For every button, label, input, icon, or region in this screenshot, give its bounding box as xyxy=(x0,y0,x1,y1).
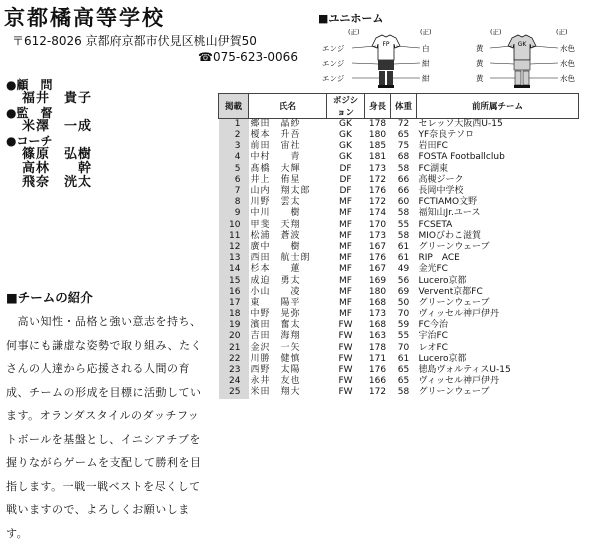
staff-role: ●監 督 xyxy=(6,106,53,120)
player-name: 榎本 升吾 xyxy=(250,130,301,141)
staff-name: 飛奈 洸太 xyxy=(22,175,93,190)
player-num: 17 xyxy=(219,298,249,309)
player-weight: 58 xyxy=(397,387,410,398)
player-num: 13 xyxy=(219,253,249,264)
player-height: 176 xyxy=(368,186,387,197)
player-height: 173 xyxy=(368,230,387,241)
player-num: 8 xyxy=(219,197,249,208)
table-row xyxy=(219,208,579,219)
uniform-diagram xyxy=(320,26,600,92)
player-weight: 70 xyxy=(397,309,410,320)
player-pos: MF xyxy=(339,219,352,230)
player-num: 14 xyxy=(219,264,249,275)
player-name: 中野 晃弥 xyxy=(250,309,301,320)
player-weight: 58 xyxy=(397,230,410,241)
player-team: MIOびわこ滋賀 xyxy=(418,230,482,241)
gk-color-label: 水色 xyxy=(560,74,575,83)
table-row xyxy=(219,164,579,175)
player-weight: 65 xyxy=(397,365,410,376)
player-pos: DF xyxy=(339,186,352,197)
player-pos: GK xyxy=(339,130,352,141)
player-weight: 55 xyxy=(397,219,410,230)
player-name: 中村 青 xyxy=(250,152,301,163)
table-row xyxy=(219,231,579,242)
player-pos: FW xyxy=(338,387,353,398)
player-num: 21 xyxy=(219,343,249,354)
player-name: 永井 友也 xyxy=(250,376,301,387)
player-name: 西野 太陽 xyxy=(250,365,301,376)
fp-color-label: エンジ xyxy=(322,44,345,53)
table-row xyxy=(219,287,579,298)
gk-tag: (正) xyxy=(490,28,502,36)
player-weight: 65 xyxy=(397,376,410,387)
intro-heading: ■チームの紹介 xyxy=(6,290,93,305)
player-pos: FW xyxy=(338,331,353,342)
player-pos: MF xyxy=(339,197,352,208)
player-name: 山内 翔太郎 xyxy=(250,186,311,197)
table-row xyxy=(219,186,579,197)
player-weight: 75 xyxy=(397,141,410,152)
fp-tag: (正) xyxy=(348,28,360,36)
staff-name: 米澤 一成 xyxy=(22,119,93,134)
player-name: 小山 凌 xyxy=(250,286,301,297)
school-name: 京都橘高等学校 xyxy=(4,6,165,30)
header-pos: ポジション xyxy=(327,94,365,119)
player-name: 米田 翔大 xyxy=(250,387,301,398)
player-pos: MF xyxy=(339,230,352,241)
header-name: 氏名 xyxy=(249,94,327,119)
player-weight: 61 xyxy=(397,241,410,252)
player-height: 167 xyxy=(368,241,387,252)
staff-list xyxy=(6,78,92,190)
header-weight: 体重 xyxy=(391,94,417,119)
fp-label: FP xyxy=(382,41,390,48)
fp-tag: (正) xyxy=(420,28,432,36)
player-num: 20 xyxy=(219,331,249,342)
player-height: 169 xyxy=(368,275,387,286)
player-name: 杉本 蓮 xyxy=(250,264,301,275)
player-pos: GK xyxy=(339,141,352,152)
player-pos: FW xyxy=(338,320,353,331)
player-name: 郷田 晶紗 xyxy=(250,119,301,129)
player-pos: DF xyxy=(339,163,352,174)
table-row xyxy=(219,331,579,342)
player-team: FCSETA xyxy=(418,219,453,230)
player-team: FC今治 xyxy=(418,320,448,331)
school-address: 〒612-8026 京都府京都市伏見区桃山伊賀50 xyxy=(12,34,257,48)
player-height: 170 xyxy=(368,219,387,230)
player-team: 宇治FC xyxy=(418,331,448,342)
player-height: 176 xyxy=(368,365,387,376)
player-pos: MF xyxy=(339,241,352,252)
player-num: 19 xyxy=(219,320,249,331)
table-row xyxy=(219,152,579,163)
player-height: 180 xyxy=(368,286,387,297)
gk-color-label: 黄 xyxy=(476,74,484,83)
player-team: Vervent京都FC xyxy=(418,286,483,297)
player-pos: MF xyxy=(339,286,352,297)
player-team: Lucero京都 xyxy=(418,353,467,364)
table-row xyxy=(219,141,579,152)
player-team: グリーンウェーブ xyxy=(418,297,490,308)
player-pos: MF xyxy=(339,297,352,308)
player-name: 前田 宙社 xyxy=(250,141,301,152)
roster-body xyxy=(219,119,579,399)
player-num: 22 xyxy=(219,354,249,365)
player-num: 11 xyxy=(219,231,249,242)
player-num: 15 xyxy=(219,275,249,286)
player-team: 徳島ヴォルティスU-15 xyxy=(418,365,511,376)
player-team: FOSTA Footballclub xyxy=(418,152,505,163)
player-weight: 61 xyxy=(397,253,410,264)
player-weight: 66 xyxy=(397,174,410,185)
player-num: 18 xyxy=(219,309,249,320)
gk-tag: (正) xyxy=(556,28,568,36)
player-pos: GK xyxy=(339,152,352,163)
player-height: 173 xyxy=(368,309,387,320)
player-team: セレッソ大阪西U-15 xyxy=(418,119,503,129)
player-name: 廣中 樹 xyxy=(250,241,301,252)
player-pos: GK xyxy=(339,119,352,129)
player-num: 1 xyxy=(219,119,249,131)
player-team: Lucero京都 xyxy=(418,275,467,286)
player-height: 171 xyxy=(368,353,387,364)
player-num: 23 xyxy=(219,365,249,376)
player-name: 髙橋 大輝 xyxy=(250,163,301,174)
staff-role: ●顧 問 xyxy=(6,78,53,92)
player-num: 9 xyxy=(219,208,249,219)
player-height: 167 xyxy=(368,264,387,275)
player-name: 成迫 勇太 xyxy=(250,275,301,286)
fp-color-label: エンジ xyxy=(322,74,345,83)
player-weight: 60 xyxy=(397,197,410,208)
fp-color-label: 白 xyxy=(422,44,430,53)
player-num: 2 xyxy=(219,130,249,141)
table-row xyxy=(219,264,579,275)
player-pos: MF xyxy=(339,309,352,320)
player-weight: 61 xyxy=(397,353,410,364)
table-row xyxy=(219,119,579,131)
player-team: ヴィッセル神戸伊丹 xyxy=(418,376,499,387)
player-team: グリーンウェーブ xyxy=(418,241,490,252)
player-team: 金光FC xyxy=(418,264,448,275)
player-name: 甲斐 天翔 xyxy=(250,219,301,230)
player-weight: 69 xyxy=(397,286,410,297)
table-row xyxy=(219,220,579,231)
fp-shirt-icon xyxy=(372,35,400,88)
player-team: YF奈良テソロ xyxy=(418,130,475,141)
table-row xyxy=(219,365,579,376)
player-height: 178 xyxy=(368,342,387,353)
player-weight: 58 xyxy=(397,208,410,219)
player-num: 6 xyxy=(219,175,249,186)
player-pos: FW xyxy=(338,353,353,364)
player-height: 172 xyxy=(368,174,387,185)
player-num: 10 xyxy=(219,220,249,231)
gk-color-label: 黄 xyxy=(476,59,484,68)
player-team: グリーンウェーブ xyxy=(418,387,490,398)
gk-color-label: 水色 xyxy=(560,44,575,53)
player-weight: 56 xyxy=(397,275,410,286)
gk-label: GK xyxy=(517,41,527,48)
staff-name: 高林 幹 xyxy=(22,161,93,176)
player-team: 高槻ジーク xyxy=(418,174,464,185)
player-num: 25 xyxy=(219,387,249,398)
player-name: 濱田 奮太 xyxy=(250,320,301,331)
player-name: 井上 侑星 xyxy=(250,174,301,185)
player-weight: 68 xyxy=(397,152,410,163)
player-height: 172 xyxy=(368,387,387,398)
table-row xyxy=(219,197,579,208)
gk-shirt-icon xyxy=(508,35,536,88)
player-weight: 65 xyxy=(397,130,410,141)
player-team: ヴィッセル神戸伊丹 xyxy=(418,309,499,320)
player-height: 173 xyxy=(368,163,387,174)
player-num: 3 xyxy=(219,141,249,152)
player-team: 福知山Jr.ユース xyxy=(418,208,481,219)
player-pos: MF xyxy=(339,264,352,275)
table-row xyxy=(219,275,579,286)
player-name: 中川 樹 xyxy=(250,208,301,219)
player-weight: 72 xyxy=(397,119,410,129)
player-num: 5 xyxy=(219,164,249,175)
player-team: 長岡中学校 xyxy=(418,186,464,197)
player-weight: 58 xyxy=(397,163,410,174)
table-row xyxy=(219,130,579,141)
player-name: 西田 航士朗 xyxy=(250,253,311,264)
player-num: 16 xyxy=(219,287,249,298)
uniform-heading: ■ユニホーム xyxy=(318,12,384,25)
player-height: 168 xyxy=(368,297,387,308)
player-weight: 59 xyxy=(397,320,410,331)
player-team: レオFC xyxy=(418,342,448,353)
table-row xyxy=(219,175,579,186)
player-num: 24 xyxy=(219,376,249,387)
player-num: 4 xyxy=(219,152,249,163)
table-row xyxy=(219,242,579,253)
player-team: 岩田FC xyxy=(418,141,448,152)
player-name: 金沢 一矢 xyxy=(250,342,301,353)
player-height: 163 xyxy=(368,331,387,342)
player-name: 川野 雲太 xyxy=(250,197,301,208)
intro-text: 高い知性・品格と強い意志を持ち、何事にも謙虚な姿勢で取り組み、たくさんの人達から応援される人間の育成、チームの形成を目標に活動しています。オランダスタイルのダッチフットボールを基盤とし、イニシアチブを握りながらゲームを支配して勝利を目指します。一戦一戦ベストを尽くして戦いますので、よろしくお願いします。 xyxy=(6,315,203,540)
player-height: 181 xyxy=(368,152,387,163)
table-row xyxy=(219,354,579,365)
player-height: 178 xyxy=(368,119,387,129)
player-height: 180 xyxy=(368,130,387,141)
player-team: FC湖東 xyxy=(418,163,448,174)
player-pos: FW xyxy=(338,376,353,387)
fp-color-label: エンジ xyxy=(322,59,345,68)
header-team: 前所属チーム xyxy=(417,94,579,119)
player-weight: 50 xyxy=(397,297,410,308)
table-row xyxy=(219,320,579,331)
player-height: 168 xyxy=(368,320,387,331)
player-num: 7 xyxy=(219,186,249,197)
player-team: FCTIAMO文野 xyxy=(418,197,478,208)
gk-color-label: 黄 xyxy=(476,44,484,53)
player-height: 185 xyxy=(368,141,387,152)
player-team: RIP ACE xyxy=(418,253,460,264)
header-height: 身長 xyxy=(365,94,391,119)
player-name: 東 陽平 xyxy=(250,297,301,308)
player-pos: FW xyxy=(338,365,353,376)
player-pos: MF xyxy=(339,208,352,219)
roster-header-row xyxy=(219,94,579,119)
staff-name: 福井 貴子 xyxy=(22,91,93,106)
player-height: 176 xyxy=(368,253,387,264)
player-name: 松浦 蒼波 xyxy=(250,230,301,241)
player-pos: DF xyxy=(339,174,352,185)
school-phone: ☎075-623-0066 xyxy=(198,50,298,64)
table-row xyxy=(219,298,579,309)
staff-name: 篠原 弘樹 xyxy=(22,147,93,162)
table-row xyxy=(219,343,579,354)
player-height: 174 xyxy=(368,208,387,219)
table-row xyxy=(219,376,579,387)
table-row xyxy=(219,387,579,398)
player-pos: FW xyxy=(338,342,353,353)
gk-color-label: 水色 xyxy=(560,59,575,68)
header-num: 掲載 xyxy=(219,94,249,119)
player-name: 川勝 健慎 xyxy=(250,353,301,364)
player-weight: 55 xyxy=(397,331,410,342)
player-height: 166 xyxy=(368,376,387,387)
player-weight: 70 xyxy=(397,342,410,353)
table-row xyxy=(219,309,579,320)
player-weight: 66 xyxy=(397,186,410,197)
player-name: 吉田 海翔 xyxy=(250,331,301,342)
player-weight: 49 xyxy=(397,264,410,275)
roster-table xyxy=(218,93,579,399)
player-num: 12 xyxy=(219,242,249,253)
player-height: 172 xyxy=(368,197,387,208)
player-pos: MF xyxy=(339,275,352,286)
table-row xyxy=(219,253,579,264)
staff-role: ●コーチ xyxy=(6,134,53,148)
fp-color-label: 紺 xyxy=(422,74,430,83)
player-pos: MF xyxy=(339,253,352,264)
fp-color-label: 紺 xyxy=(422,59,430,68)
